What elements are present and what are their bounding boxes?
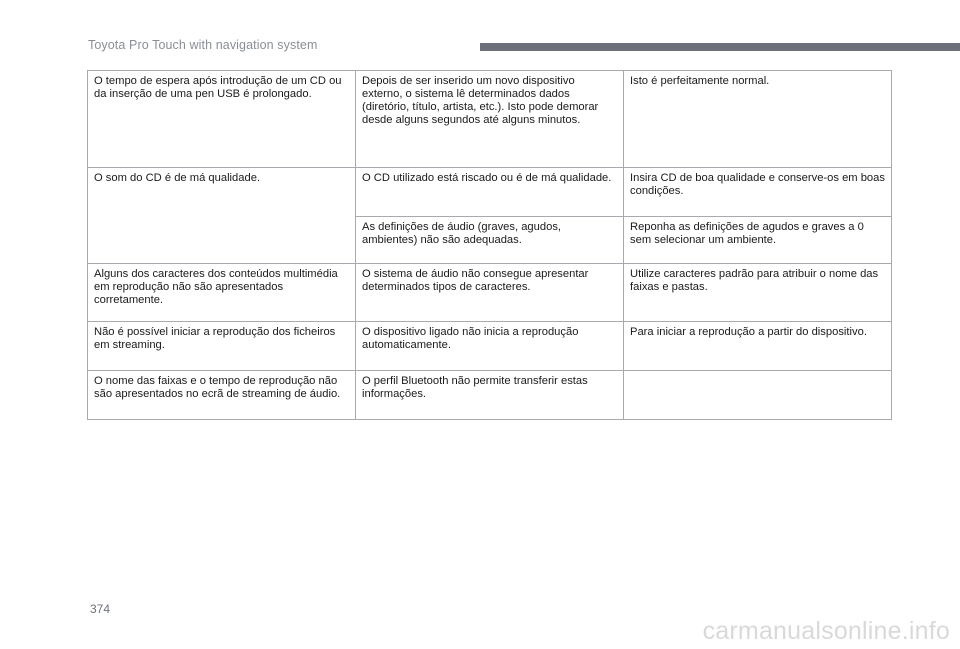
table-row (88, 322, 892, 371)
cause-cell: As definições de áudio (graves, agudos, ambientes) não são adequadas. (356, 217, 624, 264)
troubleshooting-table-container (87, 70, 891, 420)
table-row (88, 371, 892, 420)
cause-cell: O CD utilizado está riscado ou é de má qualidade. (356, 168, 624, 217)
cause-cell: Depois de ser inserido um novo dispositivo externo, o sistema lê determinados dados (diretório, título, artista, etc.). Isto pode demorar desde alguns segundos até alguns minutos. (356, 71, 624, 168)
solution-cell (624, 371, 892, 420)
table-row (88, 168, 892, 217)
watermark: carmanualsonline.info (702, 617, 950, 645)
solution-cell: Isto é perfeitamente normal. (624, 71, 892, 168)
problem-cell: O nome das faixas e o tempo de reprodução não são apresentados no ecrã de streaming de áudio. (88, 371, 356, 420)
header-decorative-bar (480, 43, 960, 51)
cause-cell: O sistema de áudio não consegue apresentar determinados tipos de caracteres. (356, 264, 624, 322)
page-header-title: Toyota Pro Touch with navigation system (88, 38, 318, 52)
troubleshooting-table (87, 70, 892, 420)
solution-cell: Utilize caracteres padrão para atribuir o nome das faixas e pastas. (624, 264, 892, 322)
solution-cell: Insira CD de boa qualidade e conserve-os em boas condições. (624, 168, 892, 217)
page-number: 374 (90, 602, 111, 616)
table-row (88, 264, 892, 322)
problem-cell: O som do CD é de má qualidade. (88, 168, 356, 264)
cause-cell: O dispositivo ligado não inicia a reprodução automaticamente. (356, 322, 624, 371)
problem-cell: Alguns dos caracteres dos conteúdos multimédia em reprodução não são apresentados corretamente. (88, 264, 356, 322)
solution-cell: Para iniciar a reprodução a partir do dispositivo. (624, 322, 892, 371)
table-row (88, 71, 892, 168)
cause-cell: O perfil Bluetooth não permite transferir estas informações. (356, 371, 624, 420)
solution-cell: Reponha as definições de agudos e graves a 0 sem selecionar um ambiente. (624, 217, 892, 264)
problem-cell: O tempo de espera após introdução de um CD ou da inserção de uma pen USB é prolongado. (88, 71, 356, 168)
problem-cell: Não é possível iniciar a reprodução dos ficheiros em streaming. (88, 322, 356, 371)
